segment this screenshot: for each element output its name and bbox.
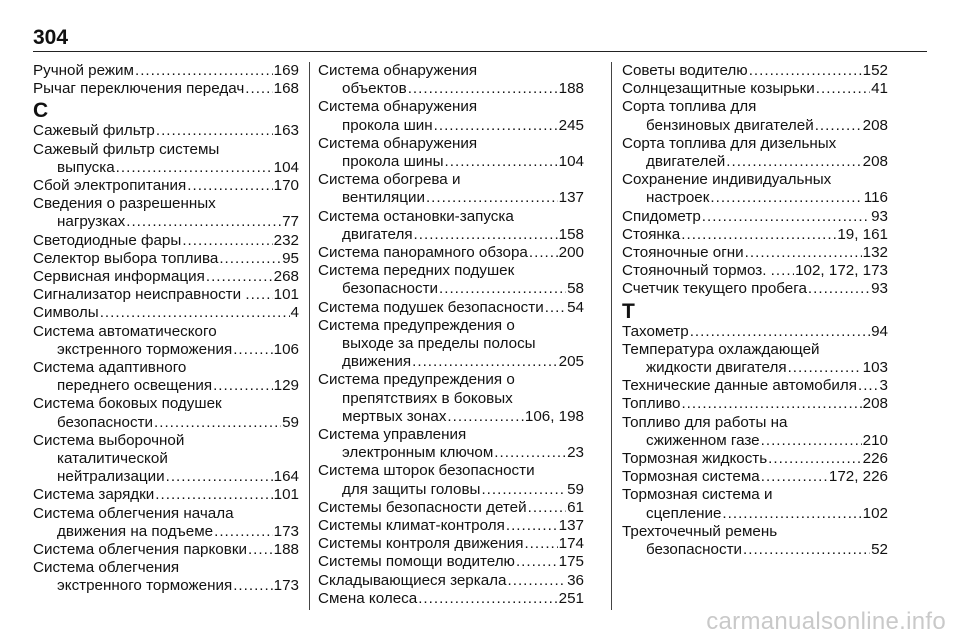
index-column-1	[33, 62, 299, 596]
page-reference[interactable]: 52	[871, 541, 888, 559]
entry-term: Система предупреждения о	[318, 371, 515, 389]
page-reference[interactable]: 3	[879, 377, 888, 395]
entry-term: Система остановки-запуска	[318, 207, 514, 225]
page-reference[interactable]: 41	[871, 80, 888, 98]
dot-leader	[681, 395, 861, 413]
dot-leader	[434, 117, 558, 135]
entry-term: безопасности	[57, 413, 154, 431]
index-entry[interactable]	[622, 135, 888, 171]
index-entry[interactable]	[318, 553, 584, 571]
entry-term: Система управления	[318, 426, 467, 444]
dot-leader	[722, 505, 861, 523]
entry-term: Топливо	[622, 395, 681, 413]
index-entry[interactable]	[33, 395, 299, 431]
dot-leader	[408, 80, 558, 98]
dot-leader	[710, 189, 862, 207]
entry-term: жидкости двигателя	[646, 359, 787, 377]
index-entry[interactable]	[622, 468, 888, 486]
page-reference[interactable]: 94	[871, 322, 888, 340]
index-entry[interactable]	[318, 517, 584, 535]
index-entry[interactable]	[622, 323, 888, 341]
index-entry[interactable]	[622, 98, 888, 134]
index-entry[interactable]	[622, 377, 888, 395]
entry-term: Спидометр	[622, 207, 701, 225]
index-entry[interactable]	[33, 177, 299, 195]
page-reference[interactable]: 163	[273, 122, 299, 140]
index-entry[interactable]	[318, 171, 584, 207]
dot-leader	[494, 444, 566, 462]
entry-term: Светодиодные фары	[33, 231, 182, 249]
index-entry[interactable]	[33, 323, 299, 359]
entry-term: Система адаптивного	[33, 359, 187, 377]
dot-leader	[426, 189, 558, 207]
page-reference[interactable]: 4	[290, 304, 299, 322]
dot-leader	[439, 280, 566, 298]
page-reference[interactable]: 175	[558, 553, 584, 571]
entry-term: каталитической	[57, 450, 168, 468]
dot-leader	[524, 535, 557, 553]
page-reference[interactable]: 137	[558, 517, 584, 535]
entry-term: Советы водителю	[622, 62, 748, 79]
index-entry[interactable]	[622, 395, 888, 413]
watermark-text: carmanualsonline.info	[706, 608, 946, 635]
entry-term: Смена колеса	[318, 589, 418, 607]
header-rule	[33, 51, 927, 52]
index-entry[interactable]	[622, 450, 888, 468]
dot-leader	[545, 299, 566, 317]
page-reference[interactable]: 61	[567, 498, 584, 516]
dot-leader	[808, 280, 870, 298]
entry-term: экстренного торможения	[57, 340, 233, 358]
page-reference[interactable]: 36	[567, 571, 584, 589]
entry-term: Селектор выбора топлива	[33, 249, 219, 267]
index-entry[interactable]	[622, 80, 888, 98]
dot-leader	[116, 159, 273, 177]
entry-term: Система шторок безопасности	[318, 462, 535, 480]
entry-term: сцепление	[646, 504, 722, 522]
entry-term: безопасности	[342, 280, 439, 298]
dot-leader	[414, 226, 558, 244]
page-reference[interactable]: 103	[862, 359, 888, 377]
entry-term: Система автоматического	[33, 322, 217, 340]
dot-leader	[743, 541, 870, 559]
entry-term: объектов	[342, 80, 407, 98]
entry-term: Тахометр	[622, 322, 689, 340]
index-entry[interactable]	[318, 299, 584, 317]
dot-leader	[418, 590, 557, 608]
entry-term: для защиты головы	[342, 480, 481, 498]
index-entry[interactable]	[33, 304, 299, 322]
entry-term: Система панорамного обзора	[318, 244, 528, 262]
entry-term: Система облегчения начала	[33, 504, 234, 522]
index-entry[interactable]	[33, 195, 299, 231]
dot-leader	[248, 541, 273, 559]
page-reference[interactable]: 129	[273, 377, 299, 395]
column-divider	[611, 62, 612, 610]
entry-term: прокола шины	[342, 153, 444, 171]
index-entry[interactable]	[33, 286, 299, 304]
index-entry[interactable]	[33, 250, 299, 268]
entry-term: прокола шин	[342, 116, 433, 134]
index-entry[interactable]	[318, 462, 584, 498]
entry-term: выпуска	[57, 158, 115, 176]
page-reference[interactable]: 104	[273, 158, 299, 176]
page-reference[interactable]: 93	[871, 280, 888, 298]
index-entry[interactable]	[318, 208, 584, 244]
dot-leader	[506, 517, 558, 535]
entry-term: двигателей	[646, 153, 726, 171]
dot-leader	[447, 408, 523, 426]
column-divider	[309, 62, 310, 610]
entry-term: Сервисная информация	[33, 268, 205, 286]
entry-term: мертвых зонах	[342, 407, 447, 425]
dot-leader	[481, 481, 566, 499]
page-reference[interactable]: 101	[273, 286, 299, 304]
entry-term: Системы безопасности детей	[318, 498, 527, 516]
dot-leader	[166, 468, 273, 486]
index-entry[interactable]	[622, 341, 888, 377]
page-reference[interactable]: 102, 172, 173	[795, 262, 888, 280]
dot-leader	[126, 213, 281, 231]
index-entry[interactable]	[33, 505, 299, 541]
entry-term: Технические данные автомобиля	[622, 377, 857, 395]
dot-leader	[187, 177, 272, 195]
index-entry[interactable]	[33, 141, 299, 177]
entry-term: Система облегчения парковки	[33, 541, 247, 559]
entry-term: Сажевый фильтр	[33, 122, 155, 140]
page-reference[interactable]: 93	[871, 207, 888, 225]
page-reference[interactable]: 205	[558, 353, 584, 371]
dot-leader	[745, 244, 862, 262]
entry-term: Складывающиеся зеркала	[318, 571, 507, 589]
entry-term: Трехточечный ремень	[622, 522, 778, 540]
page-reference[interactable]: 19, 161	[837, 225, 888, 243]
page-reference[interactable]: 102	[862, 504, 888, 522]
dot-leader	[690, 323, 870, 341]
page-reference[interactable]: 23	[567, 444, 584, 462]
dot-leader	[219, 250, 281, 268]
entry-term: выходе за пределы полосы	[342, 335, 536, 353]
index-entry[interactable]	[622, 486, 888, 522]
index-entry[interactable]	[318, 499, 584, 517]
entry-term: Система выборочной	[33, 431, 185, 449]
entry-term: нейтрализации	[57, 468, 165, 486]
index-entry[interactable]	[318, 98, 584, 134]
entry-term: Тормозная жидкость	[622, 450, 768, 468]
page-reference[interactable]: 188	[273, 541, 299, 559]
entry-term: электронным ключом	[342, 444, 494, 462]
index-entry[interactable]	[33, 432, 299, 487]
page-reference[interactable]: 106, 198	[524, 407, 584, 425]
page-reference[interactable]: 116	[863, 189, 888, 207]
page-reference[interactable]: 251	[558, 589, 584, 607]
dot-leader	[815, 117, 862, 135]
dot-leader	[508, 572, 567, 590]
dot-leader	[529, 244, 558, 262]
entry-term: Система зарядки	[33, 486, 155, 504]
index-entry[interactable]	[622, 414, 888, 450]
index-entry[interactable]	[33, 80, 299, 98]
index-entry[interactable]	[318, 244, 584, 262]
entry-term: экстренного торможения	[57, 577, 233, 595]
page-reference[interactable]: 174	[558, 535, 584, 553]
dot-leader	[156, 122, 273, 140]
dot-leader	[155, 486, 272, 504]
index-entry[interactable]	[318, 135, 584, 171]
index-entry[interactable]	[622, 244, 888, 262]
dot-leader	[233, 577, 272, 595]
entry-term: Символы	[33, 304, 99, 322]
dot-leader	[761, 432, 862, 450]
dot-leader	[788, 359, 862, 377]
entry-term: Системы контроля движения	[318, 535, 524, 553]
dot-leader	[768, 450, 861, 468]
entry-term: Система обнаружения	[318, 98, 478, 116]
dot-leader	[251, 286, 273, 304]
section-letter: С	[33, 99, 49, 123]
entry-term: Счетчик текущего пробега	[622, 280, 807, 298]
index-entry[interactable]	[33, 122, 299, 140]
entry-term: сжиженном газе	[646, 431, 760, 449]
entry-term: вентиляции	[342, 189, 425, 207]
dot-leader	[816, 80, 870, 98]
index-entry[interactable]	[33, 62, 299, 80]
dot-leader	[516, 553, 558, 571]
entry-term: Система обнаружения	[318, 134, 478, 152]
entry-term: Стояночные огни	[622, 244, 744, 262]
entry-term: Сорта топлива для дизельных	[622, 134, 837, 152]
page-reference[interactable]: 59	[567, 480, 584, 498]
dot-leader	[681, 226, 836, 244]
entry-term: Солнцезащитные козырьки	[622, 80, 815, 98]
page-reference[interactable]: 268	[273, 268, 299, 286]
entry-term: Температура охлаждающей	[622, 340, 820, 358]
dot-leader	[412, 353, 558, 371]
entry-term: Топливо для работы на	[622, 413, 788, 431]
index-entry[interactable]	[318, 62, 584, 98]
page-reference[interactable]: 172, 226	[828, 468, 888, 486]
index-entry[interactable]	[622, 208, 888, 226]
entry-term: безопасности	[646, 541, 743, 559]
dot-leader	[135, 62, 273, 80]
page-reference[interactable]: 173	[273, 577, 299, 595]
index-entry[interactable]	[622, 280, 888, 298]
entry-term: Сигнализатор неисправности .	[33, 286, 250, 304]
index-entry[interactable]	[622, 62, 888, 80]
page-reference[interactable]: 54	[567, 298, 584, 316]
dot-leader	[776, 262, 794, 280]
page-reference[interactable]: 158	[558, 225, 584, 243]
entry-term: Система боковых подушек	[33, 395, 222, 413]
entry-term: Система обогрева и	[318, 171, 461, 189]
index-entry[interactable]	[622, 523, 888, 559]
page-number: 304	[33, 26, 69, 49]
entry-term: Ручной режим	[33, 62, 134, 79]
entry-term: Система предупреждения о	[318, 316, 515, 334]
index-entry[interactable]	[318, 426, 584, 462]
dot-leader	[761, 468, 828, 486]
page-reference[interactable]: 208	[862, 153, 888, 171]
page-reference[interactable]: 210	[862, 431, 888, 449]
index-entry[interactable]	[318, 590, 584, 608]
page-reference[interactable]: 101	[273, 486, 299, 504]
entry-term: движения на подъеме	[57, 522, 214, 540]
entry-term: Сорта топлива для	[622, 98, 757, 116]
dot-leader	[206, 268, 273, 286]
page-reference[interactable]: 77	[282, 213, 299, 231]
index-entry[interactable]	[33, 268, 299, 286]
entry-term: Тормозная система	[622, 468, 760, 486]
page-reference[interactable]: 132	[862, 244, 888, 262]
dot-leader	[182, 232, 272, 250]
index-entry[interactable]	[622, 226, 888, 244]
dot-leader	[528, 499, 566, 517]
page-reference[interactable]: 152	[862, 62, 888, 79]
entry-term: Стояночный тормоз. .	[622, 262, 775, 280]
page-reference[interactable]: 173	[273, 522, 299, 540]
index-entry[interactable]	[622, 262, 888, 280]
index-entry[interactable]	[318, 371, 584, 426]
page-reference[interactable]: 59	[282, 413, 299, 431]
page-reference[interactable]: 169	[273, 62, 299, 79]
page-reference[interactable]: 208	[862, 116, 888, 134]
dot-leader	[726, 153, 861, 171]
entry-term: нагрузках	[57, 213, 126, 231]
entry-term: Система обнаружения	[318, 62, 478, 79]
entry-term: переднего освещения	[57, 377, 213, 395]
index-entry[interactable]	[33, 486, 299, 504]
entry-term: Сведения о разрешенных	[33, 195, 216, 213]
page-reference[interactable]: 226	[862, 450, 888, 468]
dot-leader	[445, 153, 558, 171]
page-reference[interactable]: 188	[558, 80, 584, 98]
dot-leader	[100, 304, 290, 322]
page-reference[interactable]: 58	[567, 280, 584, 298]
entry-term: Сажевый фильтр системы	[33, 140, 220, 158]
index-column-2	[318, 62, 584, 608]
entry-term: двигателя	[342, 225, 413, 243]
index-entry[interactable]	[318, 262, 584, 298]
dot-leader	[213, 377, 273, 395]
entry-term: Система облегчения	[33, 559, 180, 577]
dot-leader	[214, 523, 273, 541]
page-reference[interactable]: 232	[273, 231, 299, 249]
index-entry[interactable]	[622, 171, 888, 207]
index-entry[interactable]	[318, 317, 584, 372]
index-column-3	[622, 62, 888, 559]
entry-term: Система передних подушек	[318, 262, 515, 280]
entry-term: Сохранение индивидуальных	[622, 171, 832, 189]
entry-term: препятствиях в боковых	[342, 389, 513, 407]
dot-leader	[245, 80, 272, 98]
dot-leader	[702, 208, 870, 226]
section-letter: Т	[622, 299, 635, 323]
page-reference[interactable]: 164	[273, 468, 299, 486]
index-entry[interactable]	[33, 541, 299, 559]
page-reference[interactable]: 95	[282, 249, 299, 267]
dot-leader	[749, 62, 862, 80]
index-entry[interactable]	[33, 359, 299, 395]
index-entry[interactable]	[318, 572, 584, 590]
dot-leader	[233, 341, 272, 359]
page-reference[interactable]: 137	[558, 189, 584, 207]
entry-term: Системы климат-контроля	[318, 517, 505, 535]
entry-term: движения	[342, 353, 412, 371]
index-entry[interactable]	[33, 232, 299, 250]
index-entry[interactable]	[33, 559, 299, 595]
index-entry[interactable]	[318, 535, 584, 553]
entry-term: бензиновых двигателей	[646, 116, 814, 134]
page-reference[interactable]: 168	[273, 80, 299, 98]
entry-term: Стоянка	[622, 225, 681, 243]
entry-term: Системы помощи водителю	[318, 553, 515, 571]
dot-leader	[858, 377, 879, 395]
entry-term: настроек	[646, 189, 710, 207]
page-reference[interactable]: 245	[558, 116, 584, 134]
page-reference[interactable]: 104	[558, 153, 584, 171]
dot-leader	[154, 414, 281, 432]
page-reference[interactable]: 170	[273, 177, 299, 195]
entry-term: Система подушек безопасности	[318, 298, 544, 316]
entry-term: Сбой электропитания	[33, 177, 187, 195]
entry-term: Тормозная система и	[622, 486, 773, 504]
entry-term: Рычаг переключения передач	[33, 80, 245, 98]
page-reference[interactable]: 106	[273, 340, 299, 358]
page-reference[interactable]: 200	[558, 244, 584, 262]
page-reference[interactable]: 208	[862, 395, 888, 413]
